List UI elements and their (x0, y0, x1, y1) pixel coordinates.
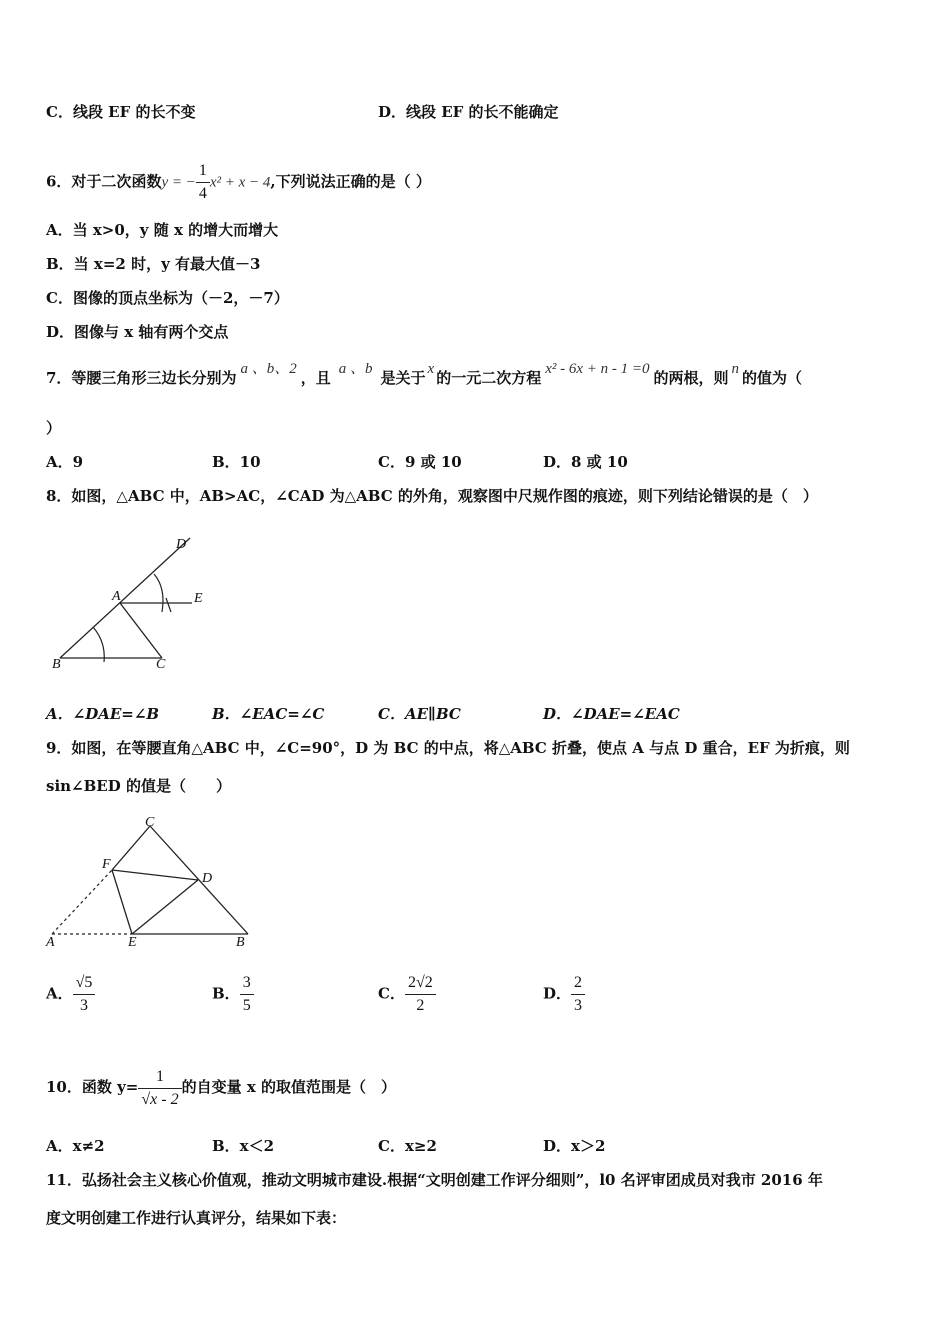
q7-text-1: 7．等腰三角形三边长分别为 (46, 369, 237, 387)
q11-stem-2: 度文明创建工作进行认真评分，结果如下表： (46, 1209, 347, 1227)
q8-label-a: A (112, 589, 121, 604)
q9-option-c-den: 2 (416, 997, 425, 1014)
q9-option-d-den: 3 (574, 997, 583, 1014)
q9-label-c: C (145, 815, 155, 830)
q7-stem-end: ） (46, 419, 62, 437)
q9-option-d-letter: D． (543, 984, 572, 1003)
q9-option-d-frac (571, 972, 585, 1017)
q7-text-6: 的值为（ (742, 369, 803, 387)
q9-figure (44, 812, 254, 952)
q10-fraction (138, 1066, 181, 1111)
q7-math-5: n (731, 361, 740, 377)
q6-formula-fraction (196, 160, 210, 205)
q9-label-d: D (202, 871, 213, 886)
q7-math-2: a 、b (338, 361, 373, 377)
q6-frac-num: 1 (196, 160, 210, 183)
q8-option-b: B．∠EAC=∠C (212, 705, 325, 723)
q8-label-c: C (156, 657, 166, 672)
q6-option-c: C．图像的顶点坐标为（－2，－7） (46, 289, 289, 307)
q6-prefix: 6．对于二次函数 (46, 172, 162, 191)
q9-option-a (46, 972, 95, 1017)
q6-option-b: B．当 x=2 时，y 有最大值－3 (46, 255, 261, 273)
q10-stem (46, 1064, 396, 1111)
q7-stem (46, 361, 803, 389)
q6-stem (46, 160, 431, 205)
q7-text-3: 是关于 (380, 369, 426, 387)
q7-option-c: C．9 或 10 (378, 453, 462, 471)
q5-option-c: C．线段 EF 的长不变 (46, 103, 196, 121)
q7-text-2: ，且 (300, 369, 331, 387)
q6-formula-y: y = − (161, 174, 196, 191)
q7-math-4: x² - 6x + n - 1 =0 (545, 361, 650, 377)
q9-option-a-frac (73, 972, 96, 1017)
q9-label-f: F (102, 857, 111, 872)
q9-line-af-dashed (52, 870, 112, 934)
q9-label-a: A (46, 935, 55, 950)
q8-arc-b (93, 627, 104, 662)
q9-label-b: B (236, 935, 245, 950)
q9-option-d-num: 2 (571, 972, 585, 995)
q10-frac-den: √x - 2 (141, 1090, 179, 1108)
q9-option-c-num: 2√2 (405, 972, 436, 995)
q5-option-d: D．线段 EF 的长不能确定 (378, 103, 559, 121)
q6-formula-rest: x² + x − 4 (209, 174, 271, 191)
q9-option-c-frac (405, 972, 436, 1017)
q10-option-c: C．x≥2 (378, 1137, 437, 1155)
q9-option-b-den: 5 (242, 997, 251, 1014)
q6-option-a: A．当 x>0，y 随 x 的增大而增大 (46, 221, 279, 239)
q9-line-ed (132, 880, 198, 934)
q11-stem-1: 11．弘扬社会主义核心价值观，推动文明城市建设.根据“文明创建工作评分细则”，l0 名评审团成员对我市 2016 年 (46, 1171, 823, 1189)
q6-option-d: D．图像与 x 轴有两个交点 (46, 323, 229, 341)
q9-option-d (543, 972, 585, 1017)
q8-figure (46, 530, 226, 675)
q8-line-bd (60, 538, 190, 658)
q9-option-a-letter: A． (46, 984, 73, 1003)
q9-label-e: E (128, 935, 137, 950)
q7-option-d: D．8 或 10 (543, 453, 628, 471)
q10-suffix: 的自变量 x 的取值范围是（ ） (181, 1078, 396, 1096)
q9-option-b-num: 3 (240, 972, 254, 995)
q8-option-c: C．AE∥BC (378, 705, 461, 723)
q7-text-4: 的一元二次方程 (436, 369, 542, 387)
q8-line-ac (120, 603, 162, 658)
q9-line-fd (112, 870, 198, 880)
q8-label-d: D (176, 537, 187, 552)
q8-label-b: B (52, 657, 61, 672)
q9-option-c (378, 972, 436, 1017)
q10-option-b: B．x＜2 (212, 1137, 275, 1155)
q7-math-3: x (427, 361, 435, 377)
q8-option-d: D．∠DAE=∠EAC (543, 705, 680, 723)
q6-frac-den: 4 (198, 185, 207, 202)
q9-option-c-letter: C． (378, 984, 405, 1003)
q9-stem-2: sin∠BED 的值是（ ） (46, 777, 231, 795)
q10-frac-num: 1 (138, 1066, 181, 1089)
q9-line-cf (112, 826, 150, 870)
q9-line-cb (150, 826, 248, 934)
q6-suffix: ,下列说法正确的是（ ） (270, 172, 431, 191)
q10-option-d: D．x＞2 (543, 1137, 606, 1155)
q9-option-b (212, 972, 254, 1017)
q7-option-b: B．10 (212, 453, 261, 471)
q8-stem: 8．如图，△ABC 中，AB>AC，∠CAD 为△ABC 的外角，观察图中尺规作图的痕迹，则下列结论错误的是（ ） (46, 487, 818, 505)
q10-prefix: 10．函数 y= (46, 1078, 139, 1096)
q7-option-a: A．9 (46, 453, 84, 471)
q9-option-a-num: √5 (73, 972, 96, 995)
q9-option-a-den: 3 (80, 997, 89, 1014)
q9-option-b-letter: B． (212, 984, 240, 1003)
q9-line-fe (112, 870, 132, 934)
q8-arc-mark (166, 598, 171, 612)
q7-text-5: 的两根，则 (653, 369, 729, 387)
q10-option-a: A．x≠2 (46, 1137, 105, 1155)
q8-arc-a (154, 574, 163, 612)
q7-math-1: a 、b、2 (240, 361, 297, 377)
q9-stem-1: 9．如图，在等腰直角△ABC 中，∠C=90°，D 为 BC 的中点，将△ABC 折叠，使点 A 与点 D 重合，EF 为折痕，则 (46, 739, 850, 757)
q8-label-e: E (194, 591, 203, 606)
q8-option-a: A．∠DAE=∠B (46, 705, 160, 723)
q9-option-b-frac (240, 972, 254, 1017)
